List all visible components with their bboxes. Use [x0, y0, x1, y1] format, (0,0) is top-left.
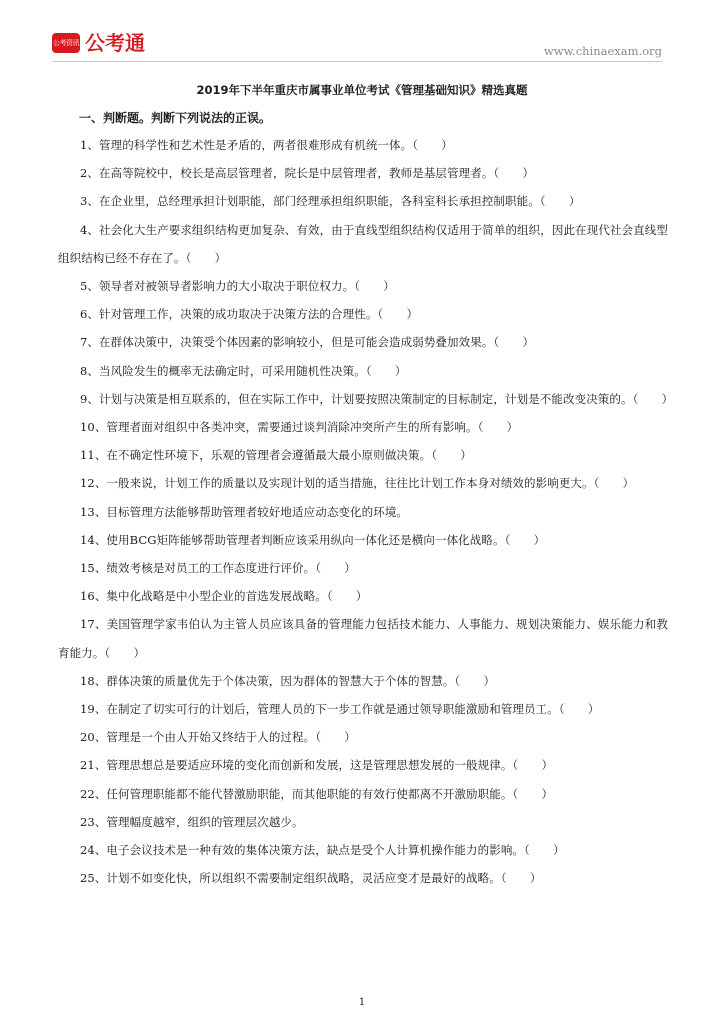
question-item: 6、针对管理工作，决策的成功取决于决策方法的合理性。（ ） [80, 307, 419, 322]
question-item: 17、美国管理学家韦伯认为主管人员应该具备的管理能力包括技术能力、人事能力、规划决策能力、娱乐能力和教育能力。（ ） [58, 617, 668, 660]
site-url: www.chinaexam.org [543, 44, 662, 58]
question-item: 22、任何管理职能都不能代替激励职能，而其他职能的有效行使都离不开激励职能。（ ） [80, 786, 554, 801]
question-item: 12、一般来说，计划工作的质量以及实现计划的适当措施，往往比计划工作本身对绩效的影响更大。（ ） [80, 476, 635, 491]
question-item: 20、管理是一个由人开始又终结于人的过程。（ ） [80, 730, 356, 745]
question-item: 25、计划不如变化快，所以组织不需要制定组织战略，灵活应变才是最好的战略。（ ） [80, 871, 542, 886]
brand-logo-text: 公考通 [85, 31, 145, 55]
question-item: 1、管理的科学性和艺术性是矛盾的，两者很难形成有机统一体。（ ） [80, 138, 453, 152]
question-item: 8、当风险发生的概率无法确定时，可采用随机性决策。（ ） [80, 363, 407, 378]
question-item: 7、在群体决策中，决策受个体因素的影响较小，但是可能会造成弱势叠加效果。（ ） [80, 335, 535, 350]
question-item: 21、管理思想总是要适应环境的变化而创新和发展，这是管理思想发展的一般规律。（ ） [80, 758, 554, 773]
question-item: 10、管理者面对组织中各类冲突，需要通过谈判消除冲突所产生的所有影响。（ ） [80, 420, 519, 435]
question-item: 3、在企业里，总经理承担计划职能，部门经理承担组织职能，各科室科长承担控制职能。（ ） [80, 194, 581, 209]
question-item: 13、目标管理方法能够帮助管理者较好地适应动态变化的环境。 [80, 504, 409, 519]
question-list [58, 131, 674, 892]
question-item: 4、社会化大生产要求组织结构更加复杂、有效，由于直线型组织结构仅适用于简单的组织，因此在现代社会直线型组织结构已经不存在了。（ ） [58, 222, 668, 265]
question-item: 5、领导者对被领导者影响力的大小取决于职位权力。（ ） [80, 279, 395, 294]
question-item: 16、集中化战略是中小型企业的首选发展战略。（ ） [80, 589, 368, 604]
question-item: 15、绩效考核是对员工的工作态度进行评价。（ ） [80, 561, 356, 576]
question-item: 14、使用BCG矩阵能够帮助管理者判断应该采用纵向一体化还是横向一体化战略。（ ） [80, 532, 546, 547]
question-item: 24、电子会议技术是一种有效的集体决策方法，缺点是受个人计算机操作能力的影响。（ ） [80, 843, 565, 858]
header-divider [52, 61, 662, 62]
question-item: 11、在不确定性环境下，乐观的管理者会遵循最大最小原则做决策。（ ） [80, 448, 472, 463]
page-number: 1 [358, 997, 366, 1008]
logo-badge: 公考资讯 [52, 33, 80, 53]
section-heading: 一、判断题。判断下列说法的正误。 [79, 111, 272, 125]
question-item: 23、管理幅度越窄，组织的管理层次越少。 [80, 814, 304, 829]
question-item: 9、计划与决策是相互联系的，但在实际工作中，计划要按照决策制定的目标制定，计划是不能改变决策的。（ ） [80, 391, 674, 406]
question-item: 19、在制定了切实可行的计划后，管理人员的下一步工作就是通过领导职能激励和管理员工。（ ） [80, 702, 600, 717]
page-header [0, 0, 724, 66]
question-item: 2、在高等院校中，校长是高层管理者，院长是中层管理者，教师是基层管理者。（ ） [80, 166, 535, 181]
document-title: 2019年下半年重庆市属事业单位考试《管理基础知识》精选真题 [196, 83, 528, 97]
question-item: 18、群体决策的质量优先于个体决策，因为群体的智慧大于个体的智慧。（ ） [80, 673, 496, 688]
